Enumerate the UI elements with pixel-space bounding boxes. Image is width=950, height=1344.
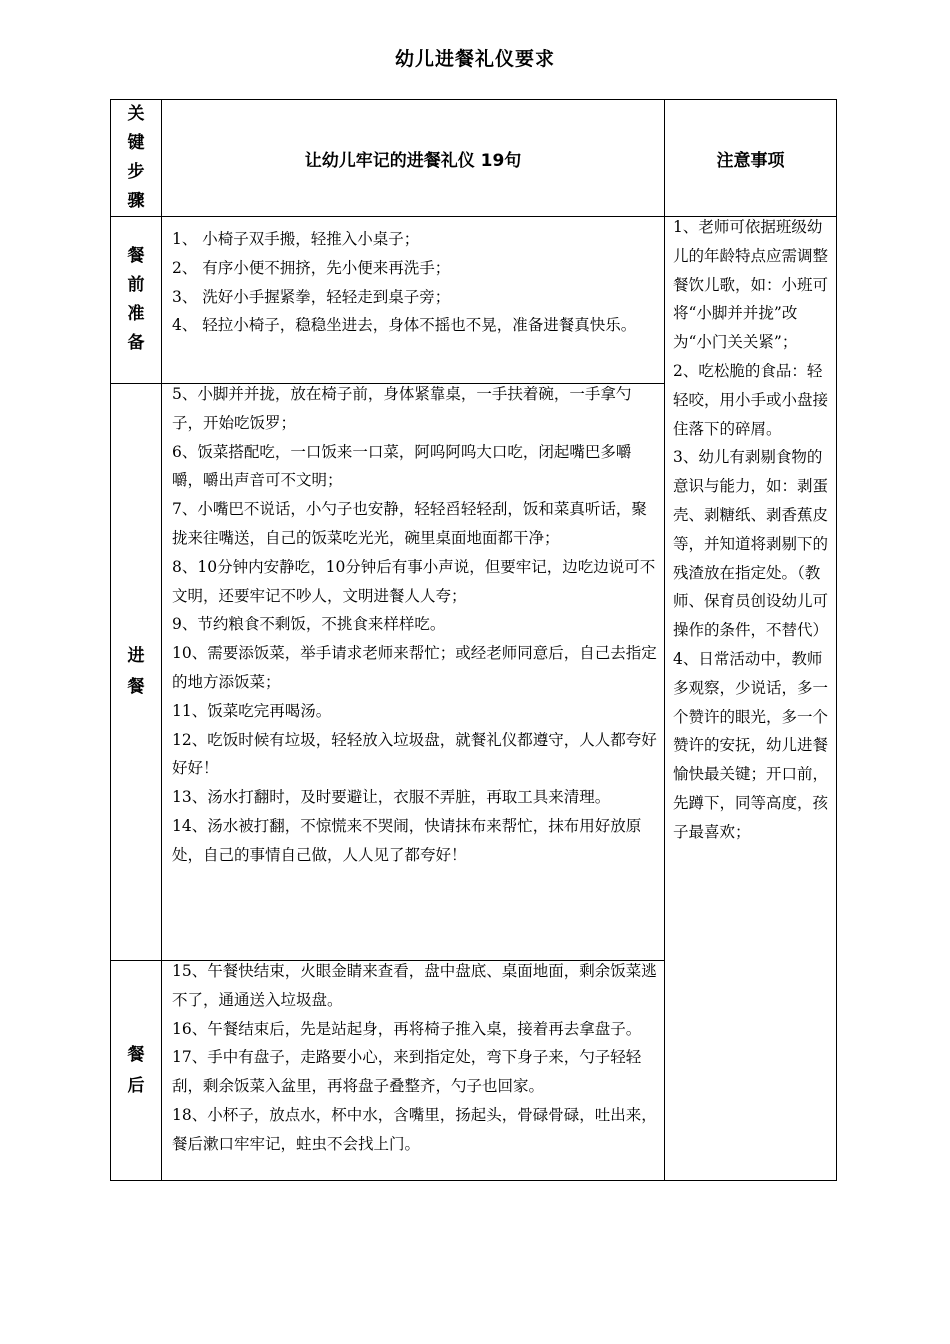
rule-item: 17、手中有盘子，走路要小心，来到指定处，弯下身子来，勺子轻轻刮，剩余饭菜入盆里，再将盘子叠整齐，勺子也回家。 <box>172 1048 642 1096</box>
step-char: 餐 <box>127 246 145 266</box>
rule-item: 5、小脚并并拢，放在椅子前，身体紧靠桌，一手扶着碗，一手拿勺子，开始吃饭罗； <box>172 385 632 432</box>
rule-item: 1、 小椅子双手搬，轻推入小桌子； <box>172 230 420 248</box>
step-char: 后 <box>127 1075 145 1096</box>
header-notes-cell <box>665 100 836 216</box>
step-char: 准 <box>127 304 145 324</box>
step-before-meal <box>111 217 161 383</box>
step-char: 进 <box>127 646 145 666</box>
rules-after-meal <box>172 957 660 1159</box>
rule-item: 3、 洗好小手握紧拳，轻轻走到桌子旁； <box>172 287 451 306</box>
rule-item: 7、小嘴巴不说话，小勺子也安静，轻轻舀轻轻刮，饭和菜真听话，聚拢来往嘴送，自己的饭菜吃光光，碗里桌面地面都干净； <box>172 500 647 547</box>
notes-column <box>673 213 833 847</box>
column-divider-1 <box>161 100 162 1180</box>
header-step-cell <box>111 100 161 216</box>
rules-before-meal <box>172 225 660 340</box>
note-item: 1、老师可依据班级幼儿的年龄特点应需调整餐饮儿歌，如：小班可将“小脚并并拢”改为“小门关关紧”； <box>673 218 829 352</box>
rule-item: 14、汤水被打翻，不惊慌来不哭闹，快请抹布来帮忙，抹布用好放原处，自己的事情自己做，人人见了都夸好！ <box>172 816 642 864</box>
rule-item: 2、 有序小便不拥挤，先小便来再洗手； <box>172 258 451 277</box>
header-step-char: 步 <box>127 162 145 182</box>
header-step-char: 关 <box>127 104 145 124</box>
rule-item: 18、小杯子，放点水，杯中水，含嘴里，扬起头，骨碌骨碌，吐出来，餐后漱口牢牢记，蛀虫不会找上门。 <box>172 1105 657 1153</box>
etiquette-table <box>110 99 837 1181</box>
rule-item: 10、需要添饭菜，举手请求老师来帮忙；或经老师同意后，自己去指定的地方添饭菜； <box>172 644 657 691</box>
header-step-char: 骤 <box>127 191 145 211</box>
step-after-meal <box>111 961 161 1180</box>
step-char: 餐 <box>127 1044 145 1065</box>
note-item: 4、日常活动中，教师多观察，少说话，多一个赞许的眼光，多一个赞许的安抚，幼儿进餐愉快最关键；开口前，先蹲下，同等高度，孩子最喜欢； <box>673 649 829 841</box>
rule-item: 15、午餐快结束，火眼金睛来查看，盘中盘底、桌面地面，剩余饭菜逃不了，通通送入垃圾盘。 <box>172 962 657 1009</box>
rule-item: 9、节约粮食不剩饭，不挑食来样样吃。 <box>172 615 446 634</box>
header-notes-title: 注意事项 <box>716 150 785 171</box>
document-title: 幼儿进餐礼仪要求 <box>394 48 555 70</box>
header-step-char: 键 <box>127 133 145 153</box>
rule-item: 12、吃饭时候有垃圾，轻轻放入垃圾盘，就餐礼仪都遵守，人人都夸好好好！ <box>172 730 657 778</box>
step-during-meal <box>111 384 161 960</box>
rule-item: 8、10分钟内安静吃，10分钟后有事小声说，但要牢记，边吃边说可不文明，还要牢记不吵人，文明进餐人人夸； <box>172 557 656 605</box>
step-char: 前 <box>127 275 145 295</box>
step-char: 备 <box>127 333 145 353</box>
header-rules-title: 让幼儿牢记的进餐礼仪 19句 <box>304 150 522 171</box>
column-divider-2 <box>664 100 665 1180</box>
step-char: 餐 <box>127 677 145 697</box>
rule-item: 6、饭菜搭配吃，一口饭来一口菜，阿呜阿呜大口吃，闭起嘴巴多嚼嚼，嚼出声音可不文明； <box>172 442 632 490</box>
note-item: 2、吃松脆的食品：轻轻咬，用小手或小盘接住落下的碎屑。 <box>673 361 829 438</box>
rule-item: 16、午餐结束后，先是站起身，再将椅子推入桌，接着再去拿盘子。 <box>172 1019 642 1038</box>
rule-item: 11、饭菜吃完再喝汤。 <box>172 701 332 720</box>
note-item: 3、幼儿有剥剔食物的意识与能力，如：剥蛋壳、剥糖纸、剥香蕉皮等，并知道将剥剔下的残渣放在指定处。（教师、保育员创设幼儿可操作的条件，不替代） <box>673 448 829 640</box>
rule-item: 13、汤水打翻时，及时要避让，衣服不弄脏，再取工具来清理。 <box>172 788 611 807</box>
rules-during-meal <box>172 380 660 870</box>
header-rules-cell <box>162 100 664 216</box>
rule-item: 4、 轻拉小椅子，稳稳坐进去，身体不摇也不晃，准备进餐真快乐。 <box>172 316 637 335</box>
